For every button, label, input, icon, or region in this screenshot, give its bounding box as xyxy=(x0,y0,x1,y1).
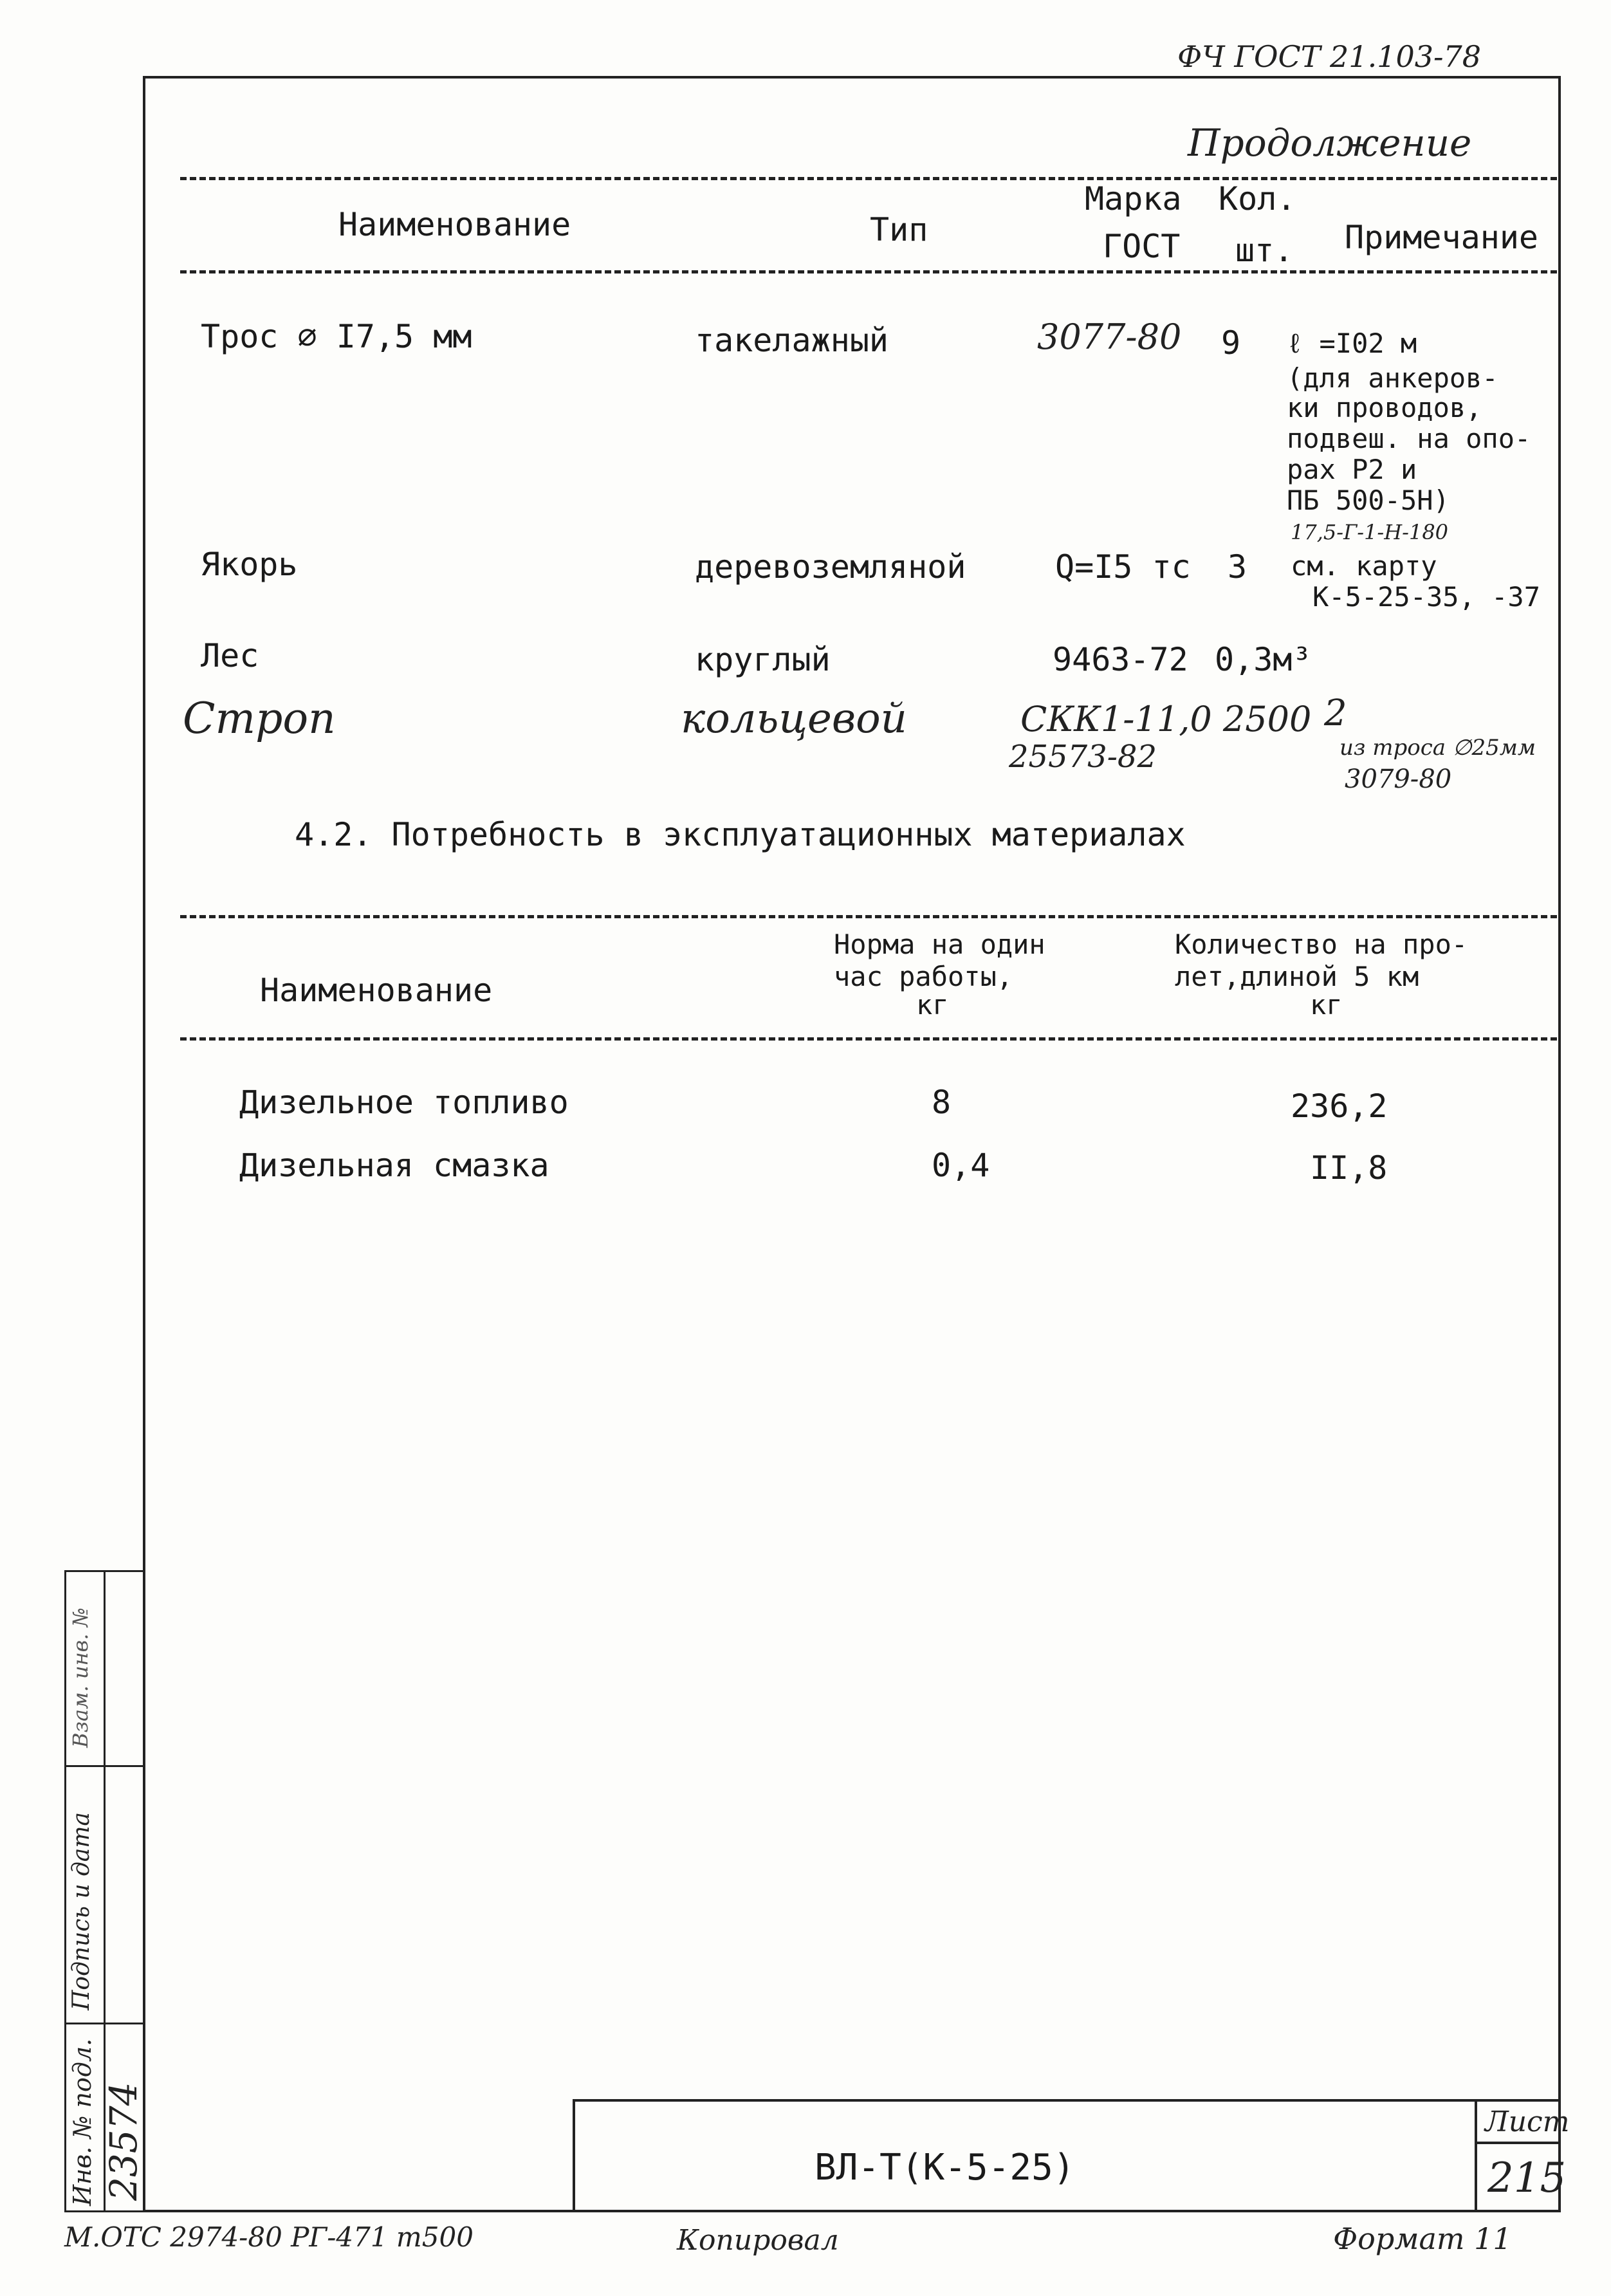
table2-header-norm-2: час работы, xyxy=(834,961,1013,992)
table2-top-rule xyxy=(180,915,1557,918)
strip-rule-2 xyxy=(66,2023,143,2024)
table1-row2-type: деревоземляной xyxy=(695,548,966,586)
table1-row4-name: Строп xyxy=(183,694,336,743)
document-code: ФЧ ГОСТ 21.103-78 xyxy=(1177,39,1482,74)
replace-label: Взам. инв. № xyxy=(68,1607,93,1748)
table1-row2-name: Якорь xyxy=(201,546,298,583)
sign-label: Подпись и дата xyxy=(68,1812,95,2010)
table1-row3-type: круглый xyxy=(695,641,831,678)
table1-row4-note-2: 3079-80 xyxy=(1345,764,1452,794)
table1-row1-note-2: (для анкеров- xyxy=(1287,362,1498,394)
sheet-label: Лист xyxy=(1485,2106,1570,2138)
table1-header-note: Примечание xyxy=(1345,219,1539,256)
table1-header-brand: Марка xyxy=(1085,180,1182,218)
table1-row4-brand: СКК1-11,0 2500 xyxy=(1020,699,1312,739)
table1-header-type: Тип xyxy=(870,211,928,248)
table1-header-pcs: шт. xyxy=(1235,232,1294,269)
table2-row2-norm: 0,4 xyxy=(932,1147,990,1184)
footer-left: М.ОТС 2974-80 РГ-471 т500 xyxy=(64,2221,474,2253)
table2-header-norm-3: кг xyxy=(916,989,949,1021)
table1-row2-brand: Q=I5 тс xyxy=(1055,548,1191,586)
table2-header-qty-2: лет,длиной 5 км xyxy=(1175,961,1419,992)
table1-row4-qty: 2 xyxy=(1324,692,1347,734)
footer-right: Формат 11 xyxy=(1333,2221,1512,2256)
table1-row2-qty: 3 xyxy=(1228,548,1247,586)
table1-row1-note-4: подвеш. на опо- xyxy=(1287,423,1531,454)
table2-header-qty-1: Количество на про- xyxy=(1175,929,1468,960)
table1-row3-qty: 0,3м³ xyxy=(1215,641,1312,678)
table1-row4-note-1: из троса ∅25мм xyxy=(1339,735,1536,761)
table1-header-rule xyxy=(180,270,1557,273)
table1-row2-note-1: см. карту xyxy=(1291,550,1437,582)
table2-row2-name: Дизельная смазка xyxy=(239,1147,549,1184)
table1-row3-brand: 9463-72 xyxy=(1053,641,1188,678)
table2-header-name: Наименование xyxy=(260,972,493,1009)
table1-row1-note-5: рах Р2 и xyxy=(1287,454,1417,485)
table2-header-qty-3: кг xyxy=(1310,989,1343,1021)
inv-number: 23574 xyxy=(102,2082,145,2201)
table2-row1-name: Дизельное топливо xyxy=(239,1084,569,1121)
sheet-divider xyxy=(1477,2142,1561,2144)
document-designation: ВЛ-Т(К-5-25) xyxy=(815,2147,1075,2189)
table1-row1-note-3: ки проводов, xyxy=(1287,392,1482,423)
table1-row1-type: такелажный xyxy=(695,322,889,359)
table1-row1-note-1: ℓ =I02 м xyxy=(1287,328,1417,359)
table1-row1-name: Трос ∅ I7,5 мм xyxy=(201,318,472,355)
footer-center: Копировал xyxy=(677,2224,839,2257)
table1-top-rule xyxy=(180,177,1557,180)
table2-header-rule xyxy=(180,1037,1557,1041)
table2-row1-norm: 8 xyxy=(932,1084,952,1121)
table1-row4-type: кольцевой xyxy=(681,695,907,743)
table2-row2-qty: II,8 xyxy=(1310,1149,1388,1187)
section-title: 4.2. Потребность в эксплуатационных материалах xyxy=(295,816,1186,853)
table1-row1-qty: 9 xyxy=(1221,324,1241,362)
table1-header-qty: Кол. xyxy=(1219,180,1296,218)
table1-row2-note-2: К-5-25-35, -37 xyxy=(1312,581,1541,613)
table1-row4-gost: 25573-82 xyxy=(1009,739,1157,775)
table2-row1-qty: 236,2 xyxy=(1291,1088,1388,1125)
table1-row2-note-handwritten: 17,5-Г-1-Н-180 xyxy=(1291,520,1449,544)
sheet-number: 215 xyxy=(1487,2154,1567,2202)
strip-rule-1 xyxy=(66,1765,143,1767)
table1-row3-name: Лес xyxy=(201,637,259,674)
table1-header-name: Наименование xyxy=(338,206,571,243)
table2-header-norm-1: Норма на один xyxy=(834,929,1045,960)
inv-label: Инв. № подл. xyxy=(68,2038,97,2206)
continuation-label: Продолжение xyxy=(1188,121,1472,165)
table1-header-gost: ГОСТ xyxy=(1103,228,1181,265)
table1-row1-note-6: ПБ 500-5Н) xyxy=(1287,485,1450,516)
table1-row1-brand: 3077-80 xyxy=(1037,317,1182,357)
